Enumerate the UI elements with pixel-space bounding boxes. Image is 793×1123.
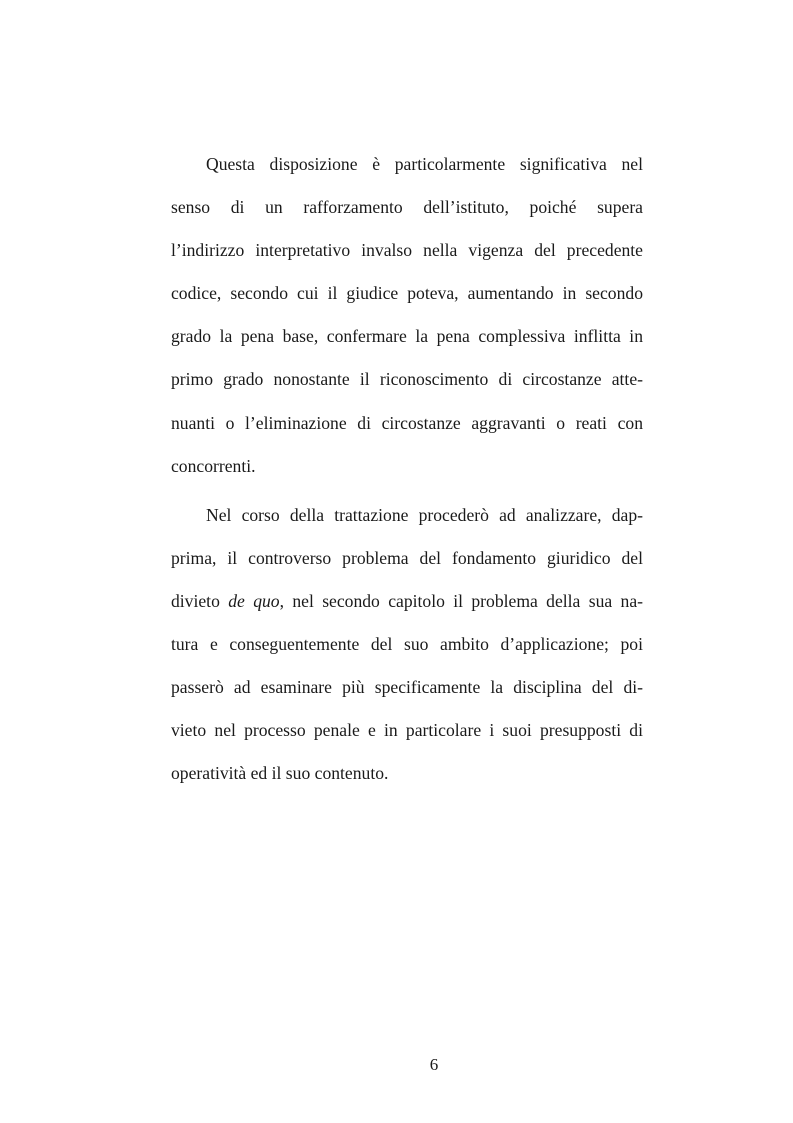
- text-line: prima, il controverso problema del fondamento giuridico del: [171, 547, 643, 568]
- text-line-with-italic: [171, 580, 643, 623]
- text-line: Nel corso della trattazione procederò ad analizzare, dap-: [206, 504, 643, 525]
- text-line: primo grado nonostante il riconoscimento di circostanze atte-: [171, 369, 643, 390]
- text-run: , nel secondo capitolo il problema della sua na-: [279, 590, 643, 611]
- text-line: l’indirizzo interpretativo invalso nella vigenza del precedente: [171, 240, 643, 261]
- text-line: passerò ad esaminare più specificamente la disciplina del di-: [171, 677, 643, 698]
- text-line: codice, secondo cui il giudice poteva, aumentando in secondo: [171, 283, 643, 304]
- body-text: [171, 143, 643, 795]
- text-line: Questa disposizione è particolarmente significativa nel: [206, 154, 643, 174]
- italic-term: de quo: [228, 590, 280, 611]
- text-line: grado la pena base, confermare la pena complessiva inflitta in: [171, 326, 643, 347]
- page-number: 6: [429, 1055, 439, 1074]
- text-line: concorrenti.: [171, 455, 256, 476]
- text-line: operatività ed il suo contenuto.: [171, 763, 389, 784]
- text-line: vieto nel processo penale e in particolare i suoi presupposti di: [171, 720, 643, 741]
- paragraph-1: [171, 143, 643, 488]
- text-run: divieto: [171, 590, 229, 611]
- text-line: nuanti o l’eliminazione di circostanze aggravanti o reati con: [171, 412, 643, 433]
- text-line: tura e conseguentemente del suo ambito d’applicazione; poi: [171, 634, 643, 655]
- text-line: senso di un rafforzamento dell’istituto, poiché supera: [171, 197, 643, 218]
- paragraph-2: [171, 494, 643, 796]
